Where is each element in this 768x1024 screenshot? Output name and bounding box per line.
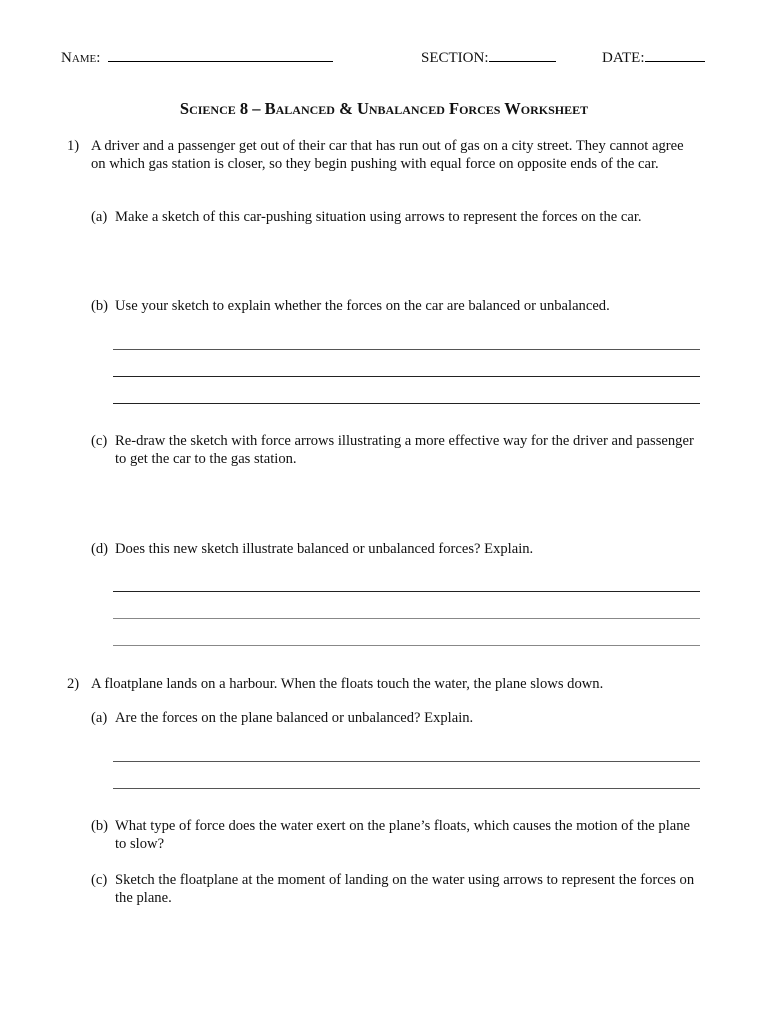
part-text: Make a sketch of this car-pushing situation using arrows to represent the forces on the car. [115,209,642,225]
name-label: Name: [61,50,101,66]
question-text: A driver and a passenger get out of their car that has run out of gas on a city street. They cannot agree on which gas station is closer, so they begin pushing with equal force on opposite ends of the car. [91,138,684,172]
page-title: Science 8 – Balanced & Unbalanced Forces Worksheet [179,99,589,118]
date-blank[interactable] [645,60,705,62]
part-label: (b) [91,818,109,834]
section-label: SECTION: [421,50,489,66]
answer-line[interactable] [113,403,700,404]
section-field[interactable] [421,50,556,67]
date-label: DATE: [602,50,645,66]
answer-line[interactable] [113,376,700,377]
question-number: 1) [67,138,80,154]
part-label: (c) [91,872,108,888]
part-label: (a) [91,209,108,225]
answer-line[interactable] [113,645,700,646]
part-text: Sketch the floatplane at the moment of landing on the water using arrows to represent the forces on the plane. [115,872,695,906]
answer-line[interactable] [113,761,700,762]
answer-line[interactable] [113,349,700,350]
name-field[interactable] [61,50,333,67]
question-number: 2) [67,676,80,692]
part-text: Use your sketch to explain whether the forces on the car are balanced or unbalanced. [115,298,610,314]
section-blank[interactable] [489,60,556,62]
part-text: Are the forces on the plane balanced or unbalanced? Explain. [115,710,474,726]
part-label: (b) [91,298,109,314]
question-text: A floatplane lands on a harbour. When the floats touch the water, the plane slows down. [91,676,604,692]
part-label: (d) [91,541,109,557]
part-text: What type of force does the water exert on the plane’s floats, which causes the motion of the plane to slow? [115,818,691,852]
part-text: Does this new sketch illustrate balanced or unbalanced forces? Explain. [115,541,534,557]
answer-line[interactable] [113,618,700,619]
part-label: (a) [91,710,108,726]
date-field[interactable] [602,50,705,67]
answer-line[interactable] [113,591,700,592]
part-text: Re-draw the sketch with force arrows illustrating a more effective way for the driver and passenger to get the car to the gas station. [115,433,694,467]
name-blank[interactable] [108,60,333,62]
answer-line[interactable] [113,788,700,789]
part-label: (c) [91,433,108,449]
